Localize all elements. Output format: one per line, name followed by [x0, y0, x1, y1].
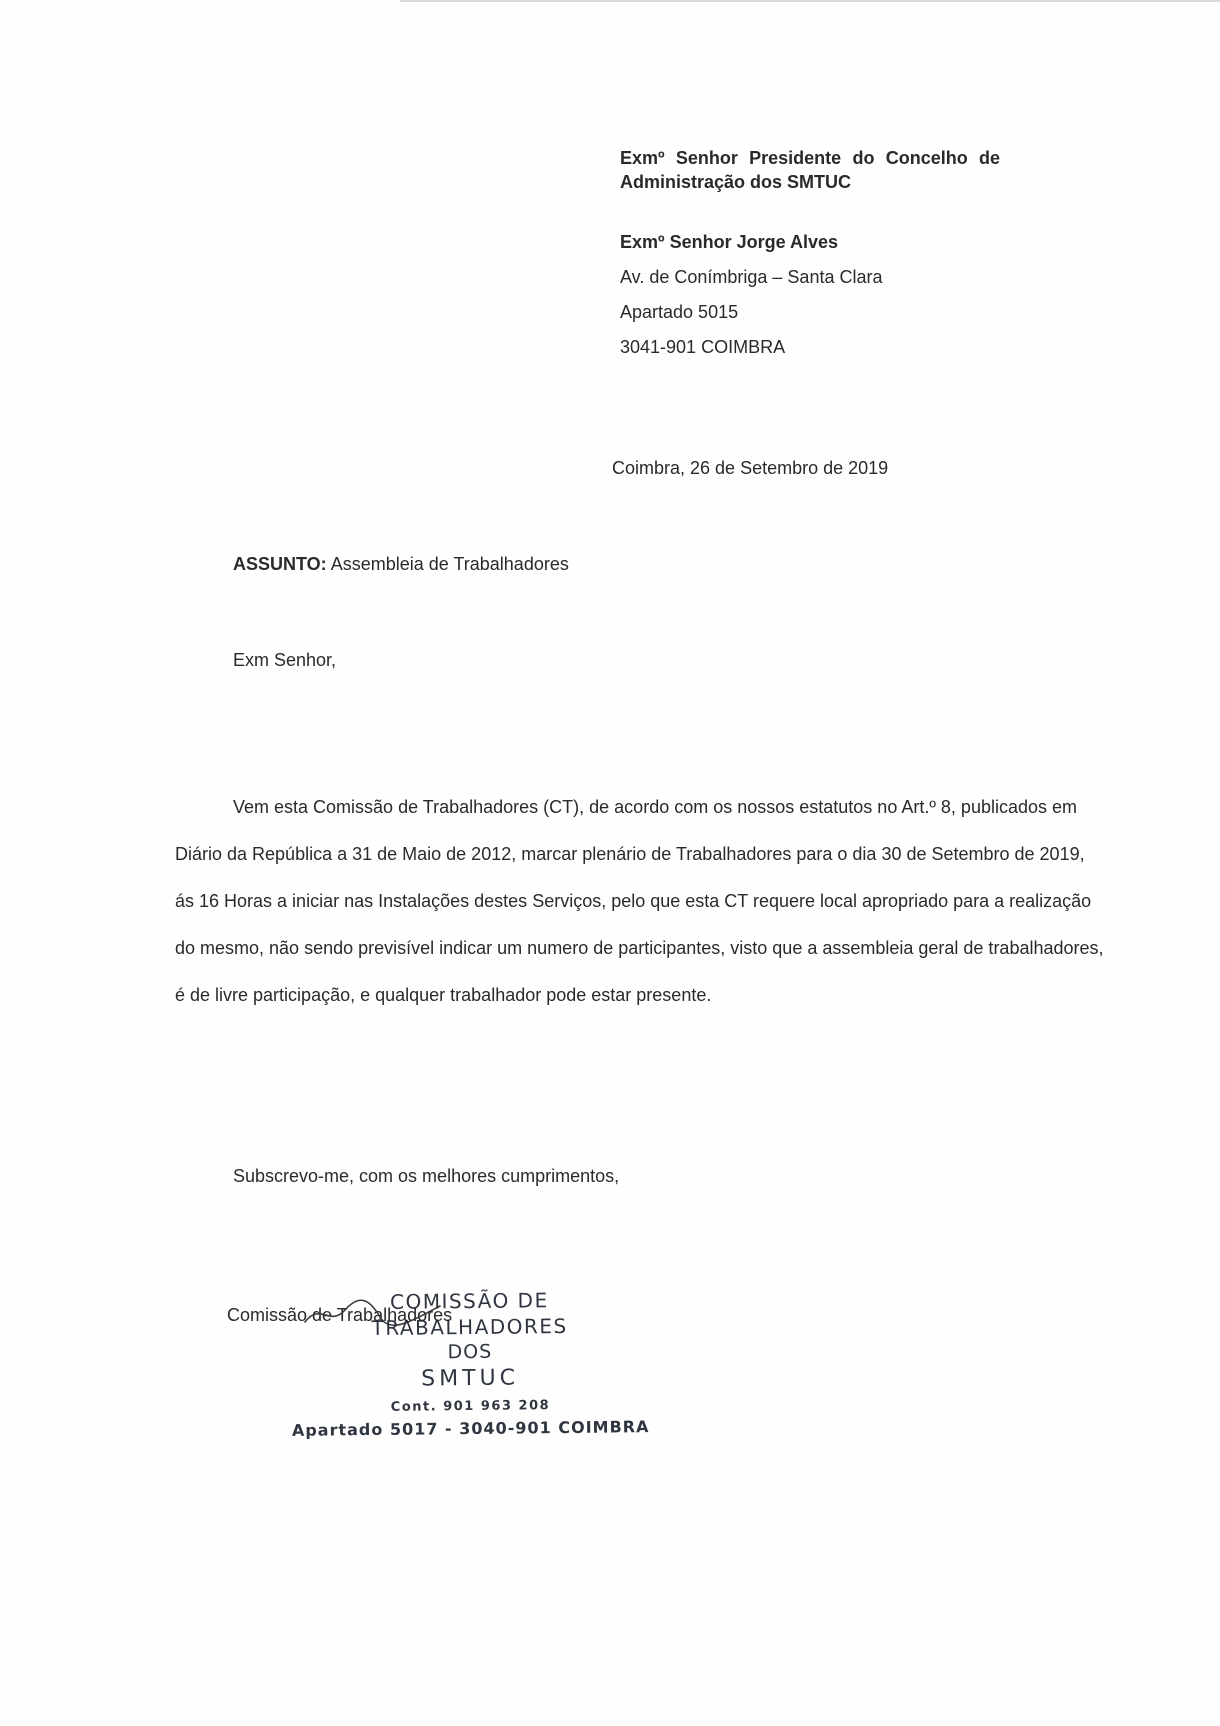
subject-text: Assembleia de Trabalhadores: [330, 554, 569, 574]
body-line: Vem esta Comissão de Trabalhadores (CT), de acordo com os nossos estatutos no Art.º 8, publicados em: [233, 797, 1077, 817]
body-line: Diário da República a 31 de Maio de 2012, marcar plenário de Trabalhadores para o dia 30 de Setembro de 2019,: [175, 844, 1085, 864]
recipient-title-line-1: Exmº Senhor Presidente do Concelho de: [620, 148, 1000, 168]
organization-stamp: [289, 1286, 651, 1442]
stamp-line-contribuinte: Cont. 901 963 208: [390, 1398, 551, 1415]
stamp-line-address: Apartado 5017 - 3040-901 COIMBRA: [291, 1417, 650, 1440]
stamp-line-smtuc: SMTUC: [421, 1365, 520, 1392]
body-line: ás 16 Horas a iniciar nas Instalações destes Serviços, pelo que esta CT requere local apropriado para a realização: [175, 891, 1092, 911]
recipient-block: [620, 146, 1000, 359]
salutation: Exm Senhor,: [233, 650, 337, 670]
closing-line: Subscrevo-me, com os melhores cumprimentos,: [233, 1166, 620, 1186]
recipient-address-po-box: Apartado 5015: [620, 302, 739, 322]
subject-line: [233, 552, 569, 576]
body-paragraph: [175, 784, 1104, 1019]
letter-date: Coimbra, 26 de Setembro de 2019: [612, 458, 889, 478]
recipient-address-street: Av. de Conímbriga – Santa Clara: [620, 267, 883, 287]
recipient-address-postcode: 3041-901 COIMBRA: [620, 337, 786, 357]
recipient-name: Exmº Senhor Jorge Alves: [620, 232, 838, 252]
body-line: do mesmo, não sendo previsível indicar um numero de participantes, visto que a assembleia geral de trabalhadores,: [175, 938, 1104, 958]
signatory-name: Comissão de Trabalhadores: [227, 1305, 453, 1325]
recipient-title-line-2: Administração dos SMTUC: [620, 172, 852, 192]
scan-edge-line: [400, 0, 1220, 2]
stamp-line-dos: DOS: [447, 1340, 493, 1364]
body-line: é de livre participação, e qualquer trabalhador pode estar presente.: [175, 985, 712, 1005]
subject-label: ASSUNTO:: [233, 554, 327, 574]
stamp-line-organization: COMISSÃO DE TRABALHADORES: [371, 1288, 568, 1341]
